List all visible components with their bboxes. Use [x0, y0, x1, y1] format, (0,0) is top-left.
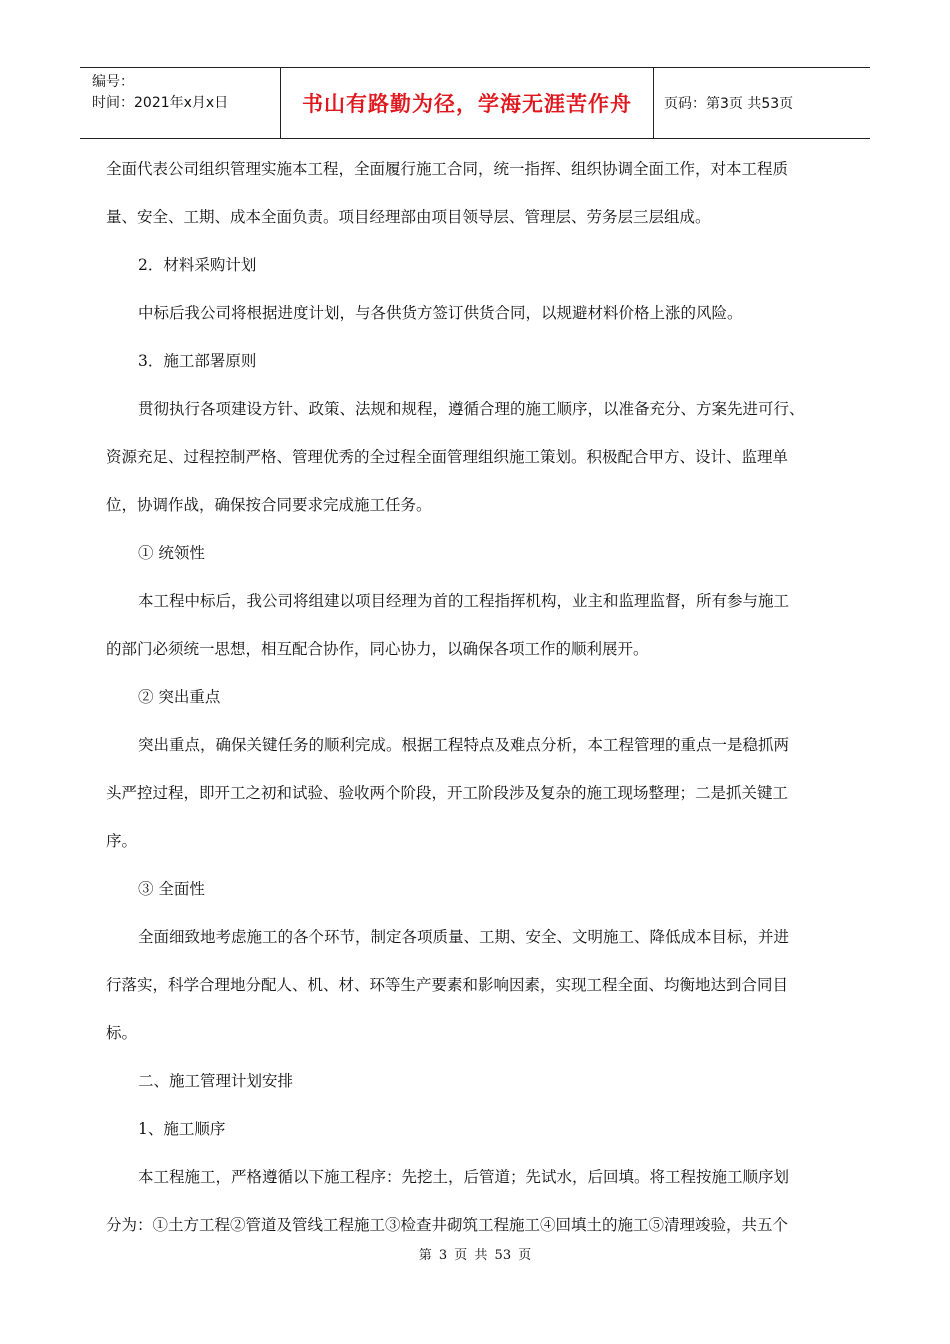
section-heading: 2．材料采购计划 — [138, 256, 257, 274]
text-line: 全面代表公司组织管理实施本工程，全面履行施工合同，统一指挥、组织协调全面工作，对本工程质 — [106, 160, 789, 178]
header-page-info: 页码：第3页 共53页 — [664, 96, 794, 112]
section-heading: 二、施工管理计划安排 — [138, 1072, 294, 1090]
section-heading: 1、施工顺序 — [138, 1120, 226, 1138]
time-label: 时间：2021年x月x日 — [92, 95, 229, 111]
text-line: 资源充足、过程控制严格、管理优秀的全过程全面管理组织施工策划。积极配合甲方、设计、监理单 — [106, 448, 789, 466]
text-line: 量、安全、工期、成本全面负责。项目经理部由项目领导层、管理层、劳务层三层组成。 — [106, 208, 711, 226]
header-meta — [80, 68, 281, 138]
text-line: 贯彻执行各项建设方针、政策、法规和规程，遵循合理的施工顺序，以准备充分、方案先进可行、 — [138, 400, 805, 418]
section-heading: ① 统领性 — [138, 544, 205, 562]
page-footer: 第 3 页 共 53 页 — [418, 1248, 532, 1263]
section-heading: ③ 全面性 — [138, 880, 205, 898]
text-line: 的部门必须统一思想，相互配合协作，同心协力，以确保各项工作的顺利展开。 — [106, 640, 649, 658]
text-line: 头严控过程，即开工之初和试验、验收两个阶段，开工阶段涉及复杂的施工现场整理；二是抓关键工 — [106, 784, 789, 802]
section-heading: 3．施工部署原则 — [138, 352, 257, 370]
page-header — [80, 67, 870, 139]
text-line: 分为：①土方工程②管道及管线工程施工③检查井砌筑工程施工④回填土的施工⑤清理竣验，共五个 — [106, 1216, 789, 1234]
text-line: 全面细致地考虑施工的各个环节，制定各项质量、工期、安全、文明施工、降低成本目标，并进 — [138, 928, 790, 946]
text-line: 行落实，科学合理地分配人、机、材、环等生产要素和影响因素，实现工程全面、均衡地达到合同目 — [106, 976, 789, 994]
document-body — [106, 145, 852, 1249]
text-line: 位，协调作战，确保按合同要求完成施工任务。 — [106, 496, 432, 514]
header-motto: 书山有路勤为径，学海无涯苦作舟 — [281, 68, 654, 138]
text-line: 序。 — [106, 832, 138, 850]
text-line: 本工程施工，严格遵循以下施工程序：先挖土，后管道；先试水，后回填。将工程按施工顺序划 — [138, 1168, 790, 1186]
text-line: 中标后我公司将根据进度计划，与各供货方签订供货合同，以规避材料价格上涨的风险。 — [138, 304, 743, 322]
text-line: 标。 — [106, 1024, 138, 1042]
text-line: 本工程中标后，我公司将组建以项目经理为首的工程指挥机构，业主和监理监督，所有参与施工 — [138, 592, 790, 610]
section-heading: ② 突出重点 — [138, 688, 221, 706]
text-line: 突出重点，确保关键任务的顺利完成。根据工程特点及难点分析，本工程管理的重点一是稳抓两 — [138, 736, 790, 754]
number-label: 编号： — [92, 74, 134, 90]
